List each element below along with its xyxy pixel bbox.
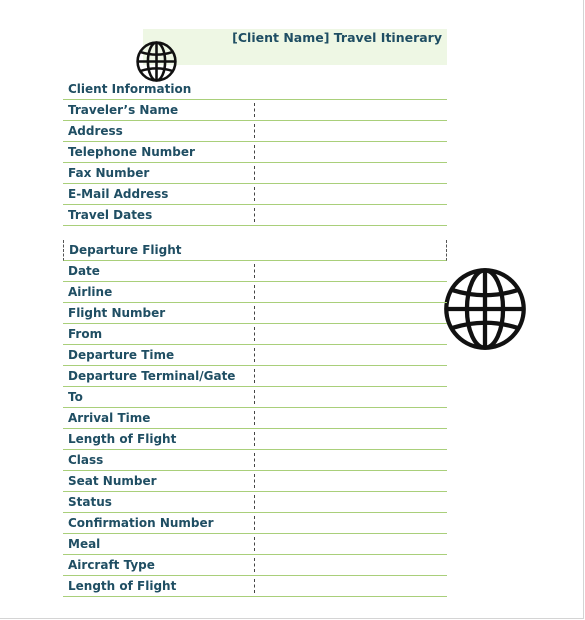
form-row-telephone-number[interactable]	[63, 142, 447, 163]
field-divider	[254, 285, 255, 299]
field-label: Departure Terminal/Gate	[68, 369, 236, 383]
form-row-class[interactable]	[63, 450, 447, 471]
form-row-confirmation-number[interactable]	[63, 513, 447, 534]
form-row-flight-number[interactable]	[63, 303, 447, 324]
globe-icon-large	[442, 266, 528, 352]
field-divider	[254, 369, 255, 383]
form-row-seat-number[interactable]	[63, 471, 447, 492]
field-label: Seat Number	[68, 474, 157, 488]
field-divider	[254, 327, 255, 341]
itinerary-title: [Client Name] Travel Itinerary	[232, 30, 442, 45]
field-divider	[254, 474, 255, 488]
form-row-travelers-name[interactable]	[63, 100, 447, 121]
client-information-heading	[63, 79, 447, 100]
form-row-date[interactable]	[63, 261, 447, 282]
form-row-aircraft-type[interactable]	[63, 555, 447, 576]
field-label: Telephone Number	[68, 145, 195, 159]
field-divider	[254, 306, 255, 320]
globe-icon	[135, 40, 178, 83]
field-divider	[254, 495, 255, 509]
field-divider	[254, 453, 255, 467]
form-row-status[interactable]	[63, 492, 447, 513]
field-divider	[254, 187, 255, 201]
section-heading-label: Client Information	[68, 82, 192, 96]
form-row-address[interactable]	[63, 121, 447, 142]
field-label: Travel Dates	[68, 208, 153, 222]
field-divider	[254, 208, 255, 222]
field-divider	[254, 516, 255, 530]
field-label: Fax Number	[68, 166, 150, 180]
field-label: Class	[68, 453, 104, 467]
form-row-meal[interactable]	[63, 534, 447, 555]
field-divider	[254, 124, 255, 138]
form-row-from[interactable]	[63, 324, 447, 345]
field-label: Meal	[68, 537, 101, 551]
field-divider	[254, 166, 255, 180]
field-label: To	[68, 390, 83, 404]
field-divider	[254, 537, 255, 551]
field-label: Length of Flight	[68, 579, 177, 593]
form-row-email-address[interactable]	[63, 184, 447, 205]
field-label: Aircraft Type	[68, 558, 155, 572]
form-row-travel-dates[interactable]	[63, 205, 447, 226]
field-divider	[254, 103, 255, 117]
form-row-length-of-flight[interactable]	[63, 429, 447, 450]
form-row-to[interactable]	[63, 387, 447, 408]
field-label: Departure Time	[68, 348, 175, 362]
title-banner	[143, 29, 447, 65]
field-label: Flight Number	[68, 306, 166, 320]
field-divider	[254, 411, 255, 425]
form-row-departure-time[interactable]	[63, 345, 447, 366]
field-label: Status	[68, 495, 112, 509]
departure-flight-heading	[63, 240, 447, 261]
form-row-arrival-time[interactable]	[63, 408, 447, 429]
field-label: Date	[68, 264, 100, 278]
field-divider	[254, 390, 255, 404]
field-label: Address	[68, 124, 123, 138]
field-divider	[254, 558, 255, 572]
section-heading-label: Departure Flight	[69, 243, 182, 257]
form-row-airline[interactable]	[63, 282, 447, 303]
field-label: Length of Flight	[68, 432, 177, 446]
field-label: E-Mail Address	[68, 187, 169, 201]
field-divider	[254, 579, 255, 593]
form-row-fax-number[interactable]	[63, 163, 447, 184]
field-label: Traveler’s Name	[68, 103, 179, 117]
field-divider	[254, 348, 255, 362]
field-label: Airline	[68, 285, 113, 299]
form-row-length-of-flight-2[interactable]	[63, 576, 447, 597]
field-label: Confirmation Number	[68, 516, 214, 530]
field-label: Arrival Time	[68, 411, 151, 425]
field-divider	[254, 432, 255, 446]
field-divider	[254, 264, 255, 278]
field-label: From	[68, 327, 103, 341]
field-divider	[254, 145, 255, 159]
form-row-departure-terminal-gate[interactable]	[63, 366, 447, 387]
